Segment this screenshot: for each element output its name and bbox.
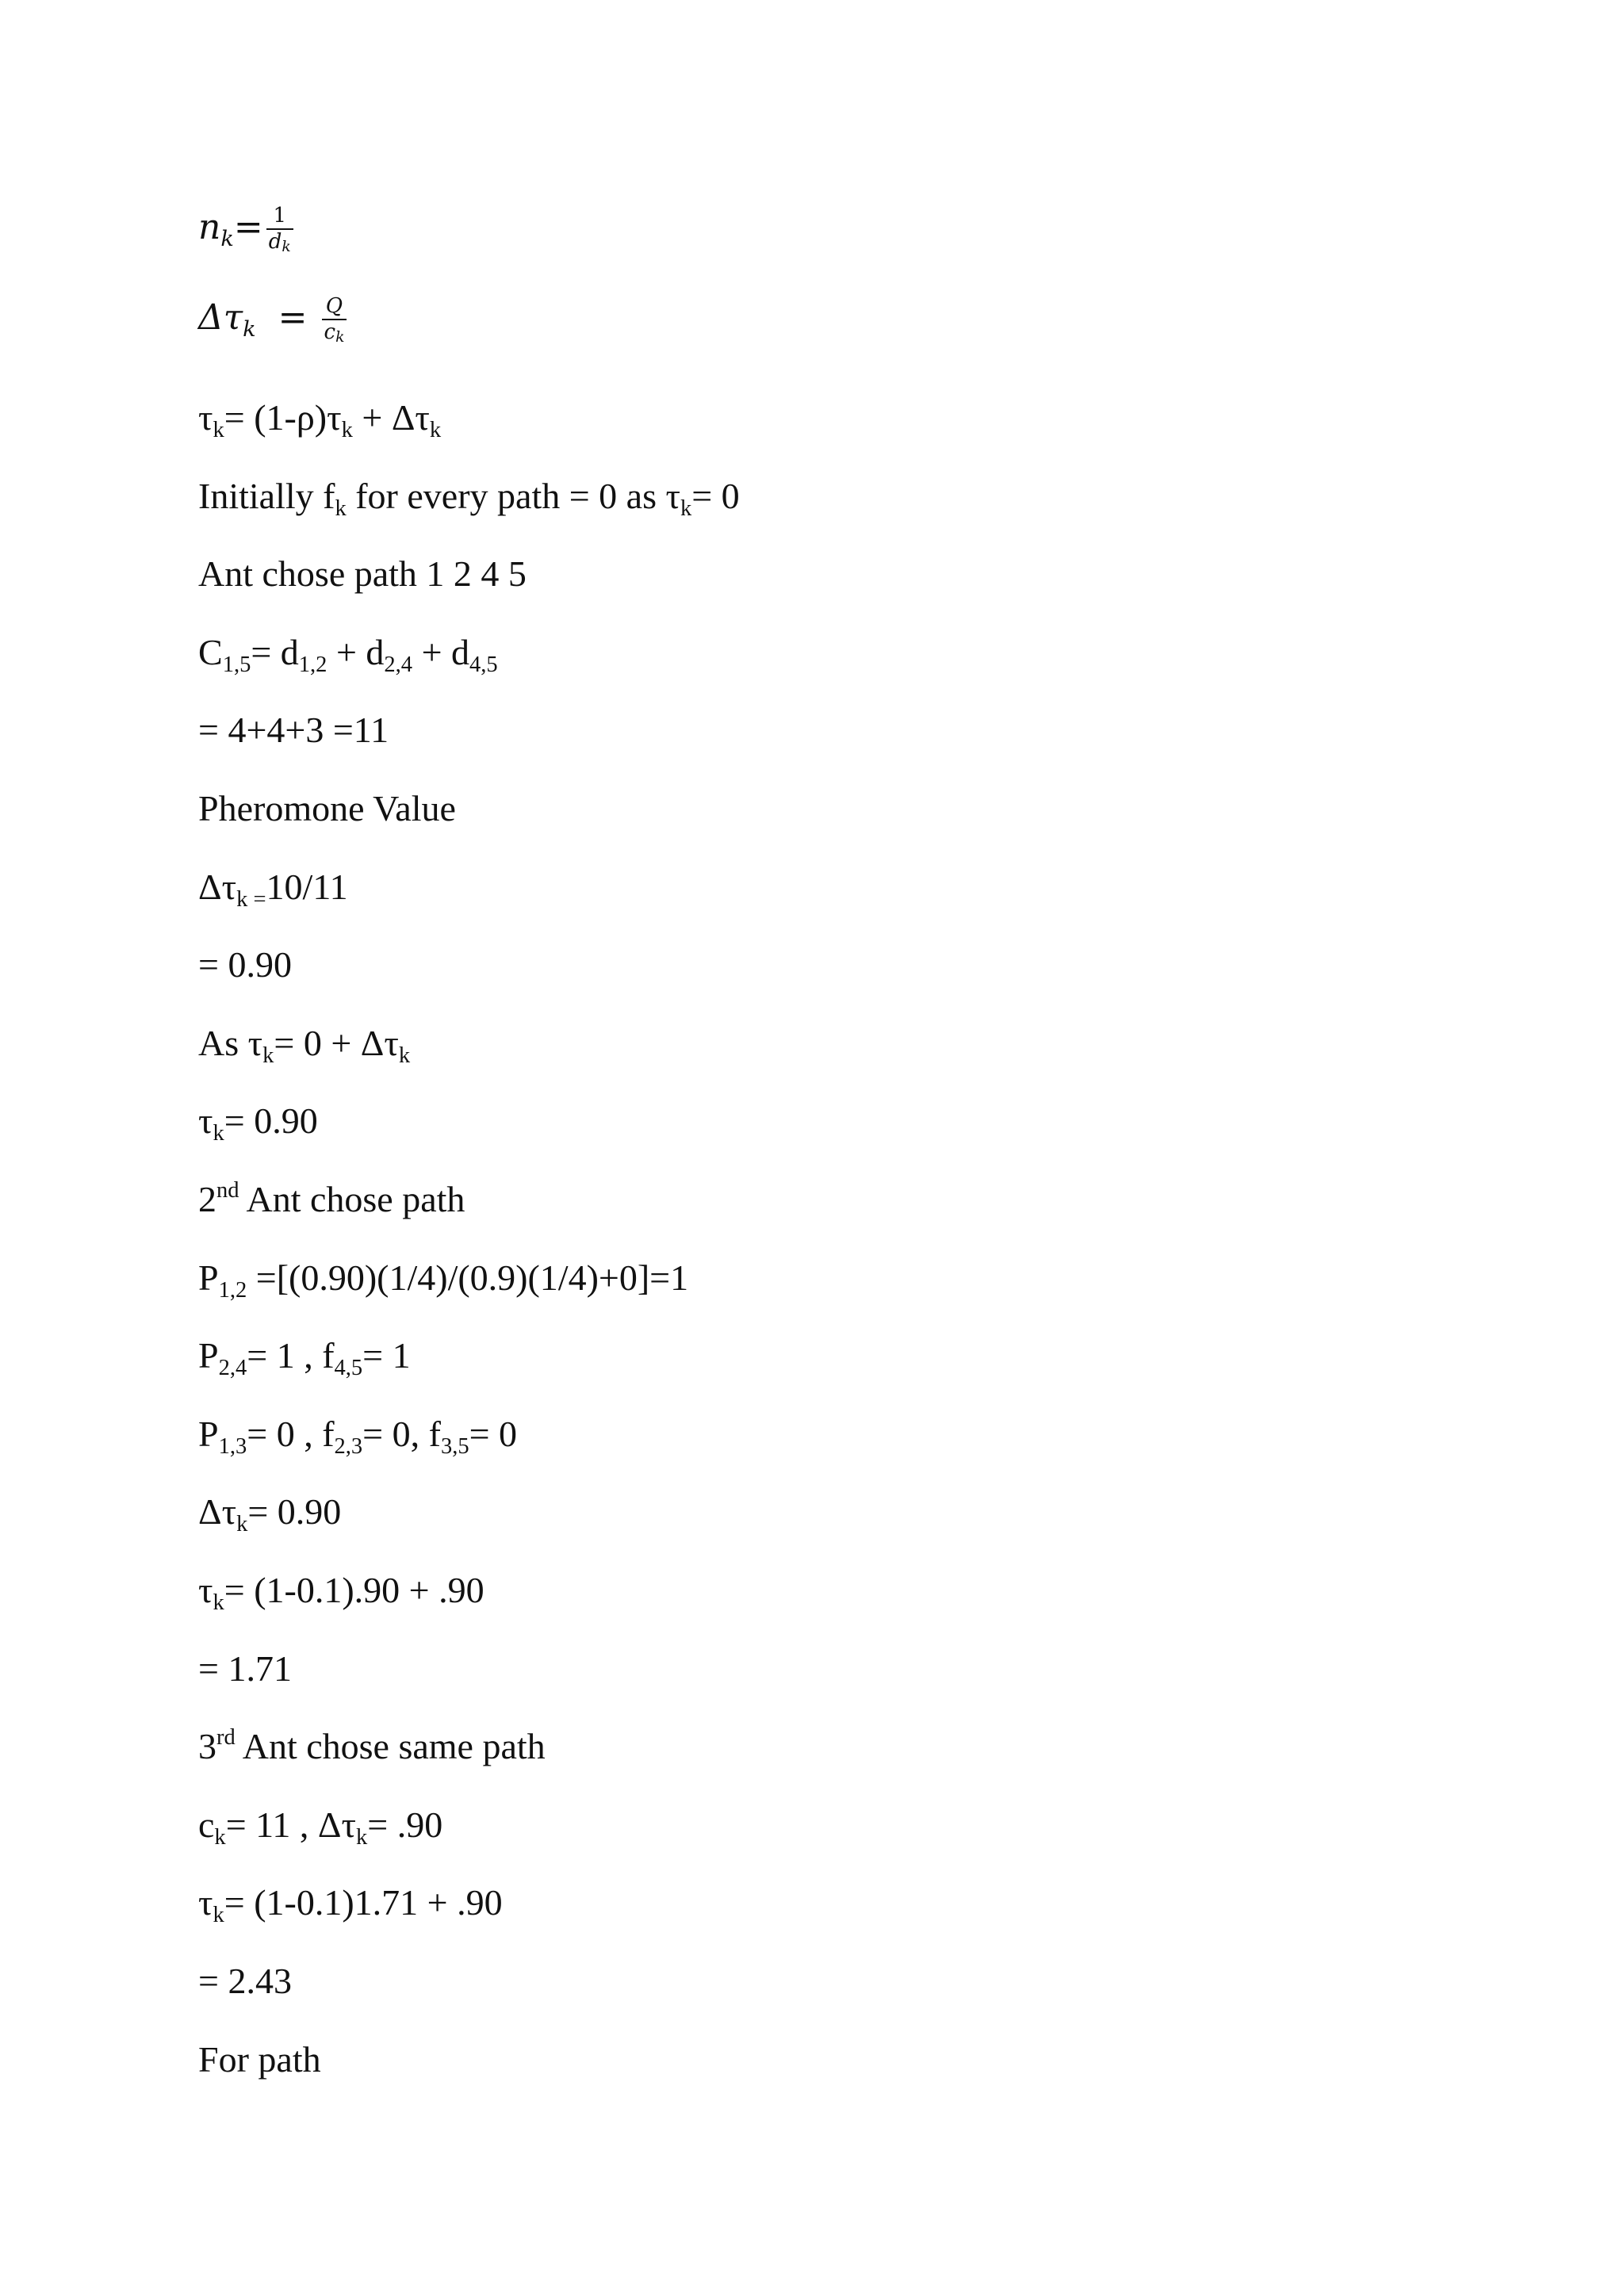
line-cost-sum [198,712,389,748]
line-for-path [198,2039,321,2080]
deposit-formula [198,295,347,345]
subscript: 3,5 [440,1434,469,1460]
subscript: 1,2 [218,1278,247,1303]
fraction-denominator-subscript: k [335,328,345,346]
text-run: = .90 [367,1804,443,1845]
line-tau-1-value [198,1100,318,1146]
text-run: = 2.43 [198,1961,292,2001]
subscript: 1,5 [222,652,251,678]
line-ant1-path [198,553,527,594]
subscript: 4,5 [334,1356,363,1381]
text-run: P [198,1335,219,1376]
text-run: = 1.71 [198,1648,292,1689]
text-run: = 1 [362,1335,411,1376]
line-ant2-heading [198,1178,465,1219]
line-delta-2 [198,1491,342,1537]
fraction-denominator: d [268,229,282,254]
text-run: = 1 , f [247,1335,335,1376]
subscript: k [356,1825,368,1850]
text-run: for every path = 0 as τ [346,476,680,516]
superscript: nd [216,1178,239,1203]
subscript: k [213,418,224,443]
text-run: τ [198,1100,213,1141]
text-run: For path [198,2039,321,2080]
subscript: k [398,1043,411,1069]
text-run: = 4+4+3 =11 [198,710,389,750]
line-p13 [198,1414,518,1460]
subscript: k [213,1121,224,1146]
line-cost-def [198,632,498,678]
text-run: Ant chose path [239,1179,465,1219]
text-run: + d [412,632,470,672]
text-run: = 0 + Δτ [274,1023,399,1063]
text-run: P [198,1257,219,1298]
line-ck-delta [198,1804,443,1850]
text-run: =[(0.90)(1/4)/(0.9)(1/4)+0]=1 [247,1257,689,1298]
text-run: τ [198,397,213,438]
subscript: k [680,496,692,522]
text-run: 3 [198,1726,216,1766]
line-delta-1 [198,867,348,913]
text-run: τ [198,1882,213,1923]
subscript: k [214,1825,226,1850]
text-run: = (1-0.1).90 + .90 [224,1570,485,1610]
equals-sign: = [278,297,308,339]
equals-sign: = [233,207,263,248]
line-update-rule [198,397,442,443]
subscript: 4,5 [469,652,498,678]
text-run: P [198,1414,219,1454]
line-pheromone-heading [198,790,456,827]
subscript: k [213,1903,224,1928]
superscript: rd [216,1725,236,1751]
text-run: = (1-0.1)1.71 + .90 [224,1882,503,1923]
formula-lhs-subscript: k [243,316,256,342]
line-delta-1-value [198,944,292,985]
text-run: Ant chose same path [235,1726,546,1766]
line-initial [198,476,740,522]
subscript: k [335,496,347,522]
subscript: 1,3 [218,1434,247,1460]
line-tau-1-rule [198,1023,411,1069]
formula-lhs: n [198,207,221,248]
subscript: 1,2 [298,652,327,678]
fraction-denominator: c [324,320,336,344]
text-run: = 0.90 [224,1100,318,1141]
text-run: Ant chose path 1 2 4 5 [198,553,527,594]
text-run: Δτ [198,1491,237,1532]
text-run: = 0 [469,1414,518,1454]
text-run: Pheromone Value [198,788,456,828]
text-run: = 0 , f [247,1414,335,1454]
fraction-numerator: 1 [266,205,293,230]
heuristic-formula [198,205,293,254]
text-run: = 0.90 [247,1491,342,1532]
text-run: c [198,1804,215,1845]
subscript: 2,3 [334,1434,363,1460]
line-tau-2-rule [198,1570,485,1616]
subscript: 2,4 [218,1356,247,1381]
subscript: k [236,1512,248,1537]
fraction-denominator-subscript: k [282,238,291,255]
line-tau-3-rule [198,1882,503,1928]
fraction-numerator: Q [322,295,347,320]
subscript: k [341,418,353,443]
line-tau-3-value [198,1963,292,1999]
text-run: = (1-ρ)τ [224,397,342,438]
text-run: τ [198,1570,213,1610]
text-run: = d [251,632,299,672]
text-run: C [198,632,223,672]
formula-lhs: Δτ [198,297,243,339]
subscript: k = [236,887,266,913]
fraction [322,295,347,345]
subscript: k [429,418,442,443]
text-run: = 0 [691,476,740,516]
subscript: k [262,1043,274,1069]
text-run: Δτ [198,867,237,907]
text-run: = 11 , Δτ [225,1804,356,1845]
text-run: 2 [198,1179,216,1219]
line-p12 [198,1257,689,1303]
line-tau-2-value [198,1648,292,1689]
fraction [266,205,293,254]
text-run: + Δτ [352,397,430,438]
subscript: k [213,1590,224,1616]
text-run: As τ [198,1023,263,1063]
text-run: + d [327,632,385,672]
text-run: 10/11 [266,867,348,907]
text-run: = 0.90 [198,944,292,985]
line-p24 [198,1335,411,1381]
line-ant3-heading [198,1725,546,1766]
formula-lhs-subscript: k [220,226,234,251]
text-run: = 0, f [362,1414,441,1454]
subscript: 2,4 [384,652,413,678]
text-run: Initially f [198,476,335,516]
